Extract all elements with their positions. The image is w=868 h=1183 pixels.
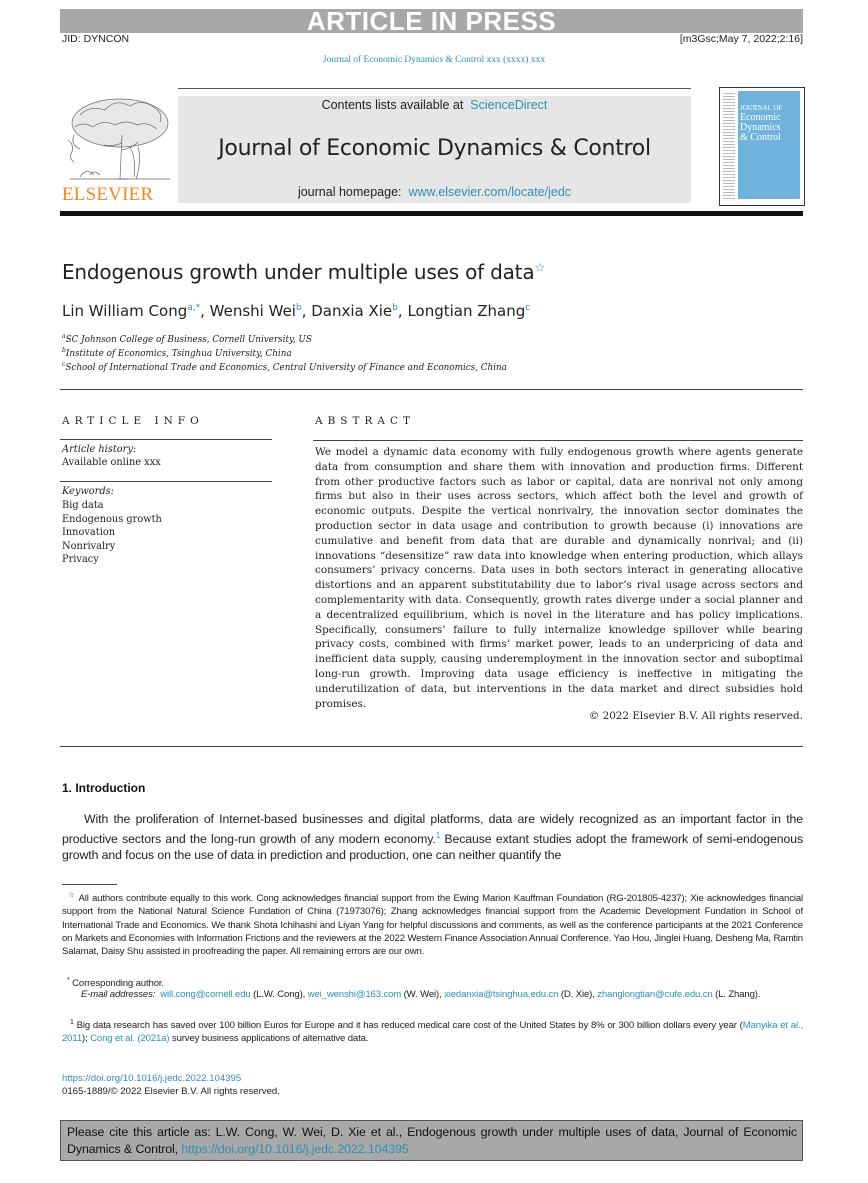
elsevier-wordmark: ELSEVIER [62,184,154,205]
tree-icon [60,95,176,185]
divider [313,440,803,441]
affiliation-item [62,361,507,373]
masthead-top-rule [178,88,691,89]
footnote-1-mark: 1 [70,1019,74,1026]
email-link[interactable]: zhanglongtian@cufe.edu.cn [597,989,713,1000]
cover-title-line: Dynamics [740,122,781,133]
affiliation-text: Institute of Economics, Tsinghua University, China [65,348,292,359]
author-name[interactable]: Danxia Xie [311,302,393,320]
doi-link[interactable]: https://doi.org/10.1016/j.jedc.2022.104395 [62,1073,242,1084]
footnote-ref-1[interactable]: 1 [435,830,441,840]
footnote-rule [62,884,117,885]
cite-doi-link[interactable]: https://doi.org/10.1016/j.jedc.2022.104395 [181,1142,409,1156]
keyword-item: Endogenous growth [62,513,162,525]
email-label: E-mail addresses: [81,989,156,1000]
divider [60,389,803,390]
journal-homepage-link[interactable]: www.elsevier.com/locate/jedc [408,185,572,199]
author-affiliation-mark[interactable]: c [525,303,531,313]
affiliation-mark: b [62,347,66,354]
email-owner: (L. Zhang). [712,989,761,1000]
history-value: Available online xxx [62,457,161,468]
intro-text-part: Because extant studies adopt the framework of semi-endogenous growth and focus on the use of data in prediction and production, one can neither quantify the [62,831,803,863]
introduction-paragraph [62,811,803,864]
email-owner: (L.W. Cong), [250,989,308,1000]
title-footnote-star[interactable]: ☆ [534,260,545,275]
cite-text [67,1124,797,1158]
affiliation-item [62,347,292,359]
abstract-heading: ABSTRACT [315,415,416,427]
affiliation-item [62,333,312,345]
author-affiliation-mark[interactable]: a,* [187,303,201,313]
author-separator: , [200,302,210,320]
keywords-label: Keywords: [62,486,114,497]
footnote-1-text: survey business applications of alternative data. [169,1033,369,1045]
divider [60,481,272,482]
homepage-prefix: journal homepage: [297,185,402,199]
email-owner: (D. Xie), [558,989,598,1000]
keyword-item: Privacy [62,554,99,565]
cover-title-line: JOURNAL OF [740,104,783,112]
keyword-item: Innovation [62,527,116,538]
citation-link[interactable]: Manyika et al., 2011 [62,1020,803,1045]
masthead-bottom-rule [60,211,803,216]
issn-copyright: 0165-1889/© 2022 Elsevier B.V. All rights reserved. [62,1086,280,1097]
article-info-heading: ARTICLE INFO [62,415,204,427]
footnote-star-text: All authors contribute equally to this work. Cong acknowledges financial support from the Ewing Marion Kauffman Foundation (RG-201805-4237); Xie acknowledges financial support from the National Natural Science Fundation of China (71973076); Zhang acknowledges financial support from the Academic Development Fundation in School of International Trade and Economics. We thank Shota Ichihashi and Liyan Yang for helpful discussions and comments, as well as the conference participants at the 2021 Conference on Markets and Economies with Information Frictions and the reviewers at the 2022 Western Finance Association Annual Conference. Yao Hou, Jinglei Huang, Desheng Ma, Ramtin Salamat, Daisy Shu assisted in proofreading the paper. All remaining errors are our own. [62,893,804,957]
cite-text-body: Please cite this article as: L.W. Cong, W. Wei, D. Xie et al., Endogenous growth under multiple uses of data, Journal of Economic Dynamics & Control, [67,1125,797,1156]
author-separator: , [397,302,408,320]
divider [60,439,272,440]
email-owner: (W. Wei), [401,989,445,1000]
journal-id: JID: DYNCON [62,33,130,45]
footnote-star-mark: ☆ [68,892,76,899]
author-name[interactable]: Lin William Cong [62,302,188,320]
divider [60,746,803,747]
journal-cover-thumbnail [719,87,805,206]
cover-title-line: & Control [740,132,781,143]
affiliation-mark: c [62,361,66,368]
intro-text-part: With the proliferation of Internet-based businesses and digital platforms, data are widely recognized as an important factor in the productive sectors and the long-run growth of any modern economy. [62,812,803,846]
history-label: Article history: [62,444,137,455]
keywords-list [62,499,162,567]
author-list [62,302,530,320]
author-separator: , [301,302,312,320]
masthead-box [178,96,691,203]
corresponding-mark: * [67,977,70,984]
cover-panel [738,91,800,199]
corresponding-text: Corresponding author. [72,978,164,990]
section-heading-introduction: 1. Introduction [62,781,146,795]
sciencedirect-link[interactable]: ScienceDirect [470,98,548,112]
abstract-copyright: © 2022 Elsevier B.V. All rights reserved. [588,710,803,722]
running-head: Journal of Economic Dynamics & Control xxx (xxxx) xxx [322,55,546,65]
email-link[interactable]: will.cong@cornell.edu [160,989,251,1000]
author-affiliation-mark[interactable]: b [295,303,302,313]
cite-this-article-box [60,1120,803,1161]
cover-title-line: Economic [740,112,781,123]
article-in-press-banner: ARTICLE IN PRESS [60,9,803,33]
build-stamp: [m3Gsc;May 7, 2022;2:16] [679,33,803,45]
affiliation-text: SC Johnson College of Business, Cornell University, US [65,334,312,345]
footnote-1-text: Big data research has saved over 100 billion Euros for Europe and it has reduced medical care cost of the United States by 8% or 300 billion dollars every year ( [76,1020,743,1032]
affiliation-text: School of International Trade and Economics, Central University of Finance and Economics, China [65,362,507,373]
article-title-text: Endogenous growth under multiple uses of data [62,260,535,284]
cover-sidebar [723,91,735,199]
footnote-1-text: ); [82,1033,91,1045]
email-link[interactable]: wei_wenshi@163.com [307,989,402,1000]
cover-title [740,103,782,143]
keyword-item: Big data [62,500,104,511]
journal-name: Journal of Economic Dynamics & Control [218,136,651,161]
footnote-emails [62,988,803,1001]
footnote-star [62,889,803,958]
article-title [62,260,545,284]
homepage-line [178,185,691,199]
abstract-body: We model a dynamic data economy with fully endogenous growth where agents generate data from consumption and share them with innovation and production firms. Different from other productive factors such as labor or capital, data are nonrival not only among firms but also in their uses across sectors, which affect both the level and growth of economic outputs. Despite the vertical nonrivalry, the innovation sector dominates the production sector in data usage and contribution to growth because (i) innovations are cumulative and benefit from data that are durable and dynamically nonrival; and (ii) innovations “desensitize” raw data into knowledge when entering production, which allays consumers’ privacy concerns. Data uses in both sectors interact in generating allocative distortions and an apparent substitutability due to labor’s rival usage across sectors and complementarity with data. Consequently, growth rates diverge under a social planner and a decentralized equilibrium, which is novel in the literature and has policy implications. Specifically, consumers’ failure to fully internalize knowledge spillover while bearing privacy costs, combined with firms’ market power, leads to an underpricing of data and inefficient data supply, causing underemployment in the innovation sector and suboptimal long-run growth. Improving data usage efficiency is ineffective in mitigating the underutilization of data, but interventions in the data market and direct subsidies hold promises. [315,446,803,710]
footnote-1 [62,1016,803,1046]
author-name[interactable]: Longtian Zhang [407,302,526,320]
affiliation-mark: a [62,333,66,340]
author-name[interactable]: Wenshi Wei [209,302,296,320]
citation-link[interactable]: Cong et al. (2021a) [90,1033,170,1045]
contents-line [178,98,691,112]
contents-prefix: Contents lists available at [321,98,464,112]
email-link[interactable]: xiedanxia@tsinghua.edu.cn [444,989,559,1000]
keyword-item: Nonrivalry [62,540,116,552]
author-affiliation-mark[interactable]: b [392,303,398,313]
